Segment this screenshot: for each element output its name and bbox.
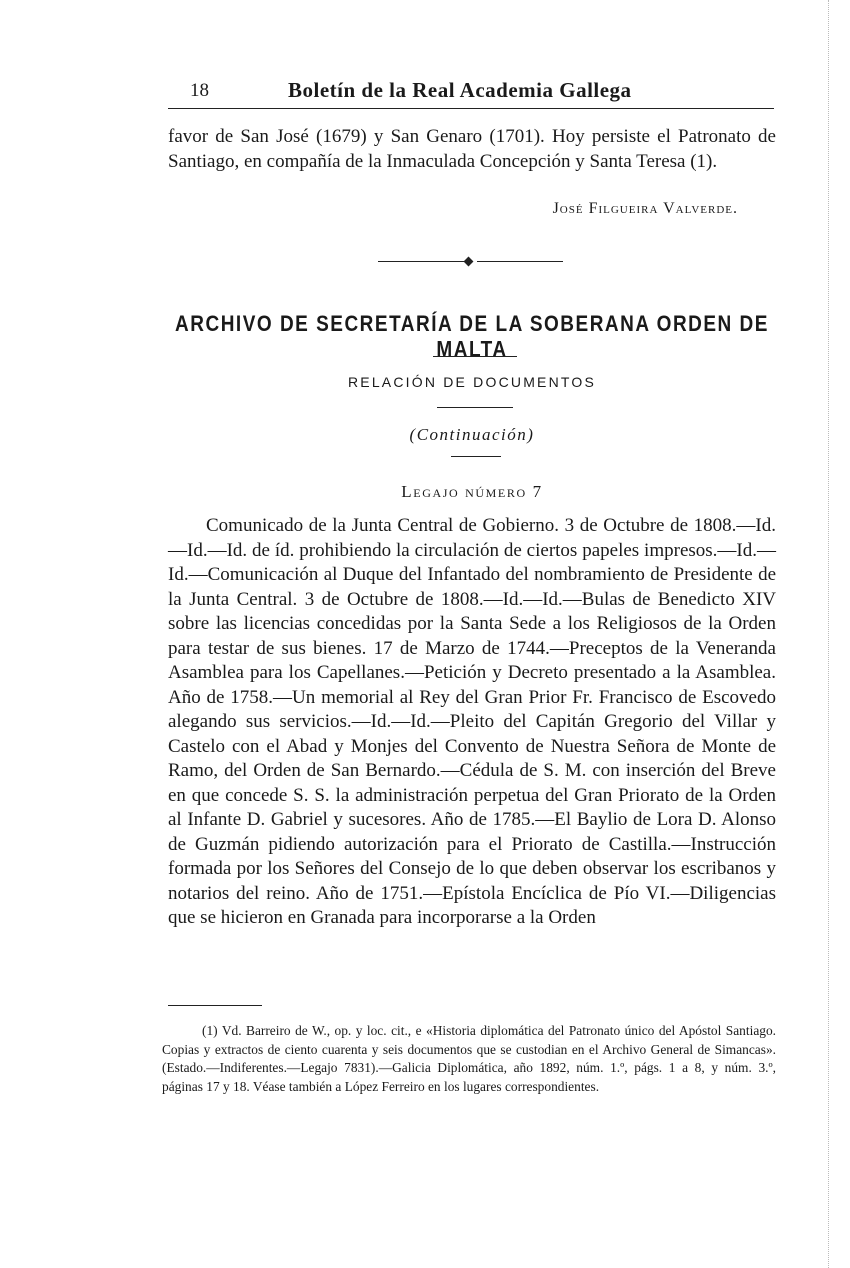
footnote: (1) Vd. Barreiro de W., op. y loc. cit., e «Historia diplomática del Patronato único del Apóstol Santiago. Copias y extractos de ciento cuarenta y seis documentos que se custodian en el Archivo General de Simancas». (Estado.—Indiferentes.—Legajo 7831).—Galicia Diplomática, año 1892, núm. 1.º, págs. 1 a 8, y núm. 3.º, páginas 17 y 18. Véase también a López Ferreiro en los lugares correspondientes. <box>162 1023 776 1094</box>
page-number: 18 <box>190 80 209 101</box>
legajo-heading: Legajo número 7 <box>401 482 543 501</box>
footnote-rule <box>168 1005 262 1006</box>
running-header <box>168 76 774 106</box>
ornament-divider <box>378 257 563 267</box>
ornament-diamond-icon <box>464 257 474 267</box>
intro-paragraph: favor de San José (1679) y San Genaro (1701). Hoy persiste el Patronato de Santiago, en compañía de la Inmaculada Concepción y Santa Teresa (1). <box>168 126 776 172</box>
section-title: ARCHIVO DE SECRETARÍA DE LA SOBERANA ORDEN DE MALTA <box>175 312 769 363</box>
subtitle-rule <box>437 407 513 408</box>
header-rule <box>168 108 774 109</box>
journal-title: Boletín de la Real Academia Gallega <box>288 78 632 102</box>
continuation-label: (Continuación) <box>409 425 535 444</box>
scan-edge-marks <box>828 0 837 1268</box>
ornament-line-left <box>378 261 464 262</box>
section-subtitle: RELACIÓN DE DOCUMENTOS <box>347 374 597 390</box>
continuation-rule <box>451 456 501 457</box>
title-rule <box>433 356 517 357</box>
ornament-line-right <box>477 261 563 262</box>
author-signature: José Filgueira Valverde. <box>552 200 738 217</box>
main-paragraph: Comunicado de la Junta Central de Gobierno. 3 de Octubre de 1808.—Id.—Id.—Id. de íd. prohibiendo la circulación de ciertos papeles impresos.—Id.—Id.—Comunicación al Duque del Infantado del nombramiento de Presidente de la Junta Central. 3 de Octubre de 1808.—Id.—Id.—Bulas de Benedicto XIV sobre las licencias concedidas por la Santa Sede a los Religiosos de la Orden para testar de sus bienes. 17 de Marzo de 1744.—Preceptos de la Veneranda Asamblea para los Capellanes.—Petición y Decreto presentado a la Asamblea. Año de 1758.—Un memorial al Rey del Gran Prior Fr. Francisco de Escovedo alegando sus servicios.—Id.—Id.—Pleito del Capitán Gregorio del Villar y Castelo con el Abad y Monjes del Convento de Nuestra Señora de Monte de Ramo, del Orden de San Bernardo.—Cédula de S. M. con inserción del Breve en que concede S. S. la administración perpetua del Gran Priorato de la Orden al Infante D. Gabriel y sucesores. Año de 1785.—El Baylio de Lora D. Alonso de Guzmán pidiendo autorización para el Priorato de Castilla.—Instrucción formada por los Señores del Consejo de lo que deben observar los escribanos y notarios del reino. Año de 1751.—Epístola Encíclica de Pío VI.—Diligencias que se hicieron en Granada para incorporarse a la Orden <box>168 515 776 928</box>
